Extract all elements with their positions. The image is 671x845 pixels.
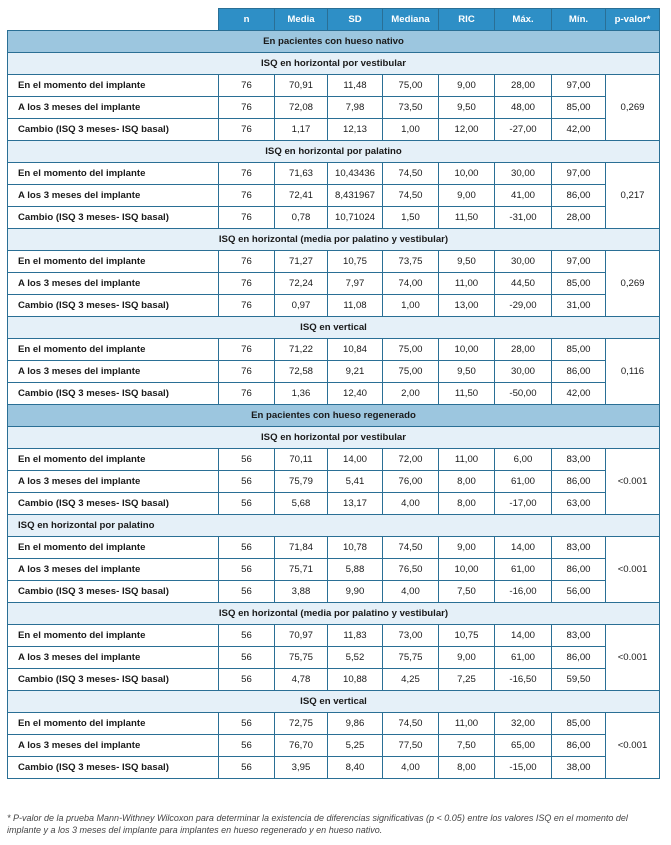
table-cell: 75,75: [275, 647, 328, 669]
table-cell: 76: [219, 251, 275, 273]
table-cell: 0,97: [275, 295, 328, 317]
table-row: [8, 537, 660, 559]
table-row: [8, 625, 660, 647]
table-cell: 1,50: [383, 207, 439, 229]
table-cell: 5,25: [328, 735, 383, 757]
table-cell: 48,00: [495, 97, 552, 119]
table-row: [8, 581, 660, 603]
subsection-header-row: [8, 141, 660, 163]
subsection-header-row: [8, 53, 660, 75]
table-cell: 76: [219, 163, 275, 185]
table-cell: 56: [219, 669, 275, 691]
table-cell: 13,00: [439, 295, 495, 317]
table-cell: 72,08: [275, 97, 328, 119]
table-cell: 10,00: [439, 339, 495, 361]
table-cell: 44,50: [495, 273, 552, 295]
p-value-cell: 0,217: [606, 163, 660, 229]
p-value-cell: 0,269: [606, 251, 660, 317]
header-blank: [8, 9, 219, 31]
table-cell: 3,88: [275, 581, 328, 603]
table-row: [8, 493, 660, 515]
subsection-title: ISQ en horizontal (media por palatino y vestibular): [8, 603, 660, 625]
table-cell: 71,63: [275, 163, 328, 185]
table-cell: 28,00: [552, 207, 606, 229]
table-cell: 76: [219, 383, 275, 405]
row-label: Cambio (ISQ 3 meses- ISQ basal): [8, 119, 219, 141]
row-label: En el momento del implante: [8, 625, 219, 647]
table-cell: 5,52: [328, 647, 383, 669]
column-header: Media: [275, 9, 328, 31]
table-cell: 1,00: [383, 295, 439, 317]
subsection-header-row: [8, 317, 660, 339]
subsection-header-row: [8, 427, 660, 449]
table-cell: 56: [219, 537, 275, 559]
table-cell: 41,00: [495, 185, 552, 207]
table-cell: 9,50: [439, 97, 495, 119]
footnote: * P-valor de la prueba Mann-Withney Wilcoxon para determinar la existencia de diferencias significativas (p < 0.05) entre los valores ISQ en el momento del implante y a los 3 meses del implante para implantes en hueso regenerado y en hueso nativo.: [7, 813, 628, 835]
table-cell: 72,41: [275, 185, 328, 207]
table-cell: 59,50: [552, 669, 606, 691]
table-cell: 8,00: [439, 757, 495, 779]
table-cell: 85,00: [552, 273, 606, 295]
table-cell: 83,00: [552, 625, 606, 647]
table-body: [8, 31, 660, 779]
table-cell: 3,95: [275, 757, 328, 779]
table-cell: 56,00: [552, 581, 606, 603]
table-row: [8, 559, 660, 581]
table-cell: 4,78: [275, 669, 328, 691]
table-cell: 86,00: [552, 647, 606, 669]
table-cell: 2,00: [383, 383, 439, 405]
table-cell: 76: [219, 339, 275, 361]
row-label: A los 3 meses del implante: [8, 559, 219, 581]
row-label: Cambio (ISQ 3 meses- ISQ basal): [8, 207, 219, 229]
table-cell: 1,36: [275, 383, 328, 405]
row-label: A los 3 meses del implante: [8, 647, 219, 669]
table-cell: 56: [219, 647, 275, 669]
subsection-title: ISQ en horizontal por palatino: [8, 515, 660, 537]
table-cell: 72,24: [275, 273, 328, 295]
table-cell: 30,00: [495, 361, 552, 383]
table-cell: 30,00: [495, 163, 552, 185]
table-row: [8, 647, 660, 669]
table-cell: 32,00: [495, 713, 552, 735]
table-cell: 75,00: [383, 75, 439, 97]
row-label: En el momento del implante: [8, 163, 219, 185]
table-row: [8, 75, 660, 97]
p-value-cell: <0.001: [606, 449, 660, 515]
table-row: [8, 163, 660, 185]
table-cell: 70,97: [275, 625, 328, 647]
row-label: En el momento del implante: [8, 75, 219, 97]
p-value-cell: 0,269: [606, 75, 660, 141]
table-cell: 0,78: [275, 207, 328, 229]
table-cell: 86,00: [552, 735, 606, 757]
row-label: A los 3 meses del implante: [8, 361, 219, 383]
table-cell: 14,00: [495, 537, 552, 559]
table-cell: 1,00: [383, 119, 439, 141]
table-cell: 11,00: [439, 449, 495, 471]
table-cell: 97,00: [552, 75, 606, 97]
table-cell: 11,00: [439, 713, 495, 735]
subsection-title: ISQ en horizontal por vestibular: [8, 427, 660, 449]
table-cell: 10,78: [328, 537, 383, 559]
table-row: [8, 669, 660, 691]
table-cell: 12,13: [328, 119, 383, 141]
table-cell: 13,17: [328, 493, 383, 515]
table-cell: 97,00: [552, 163, 606, 185]
table-row: [8, 735, 660, 757]
table-cell: 9,50: [439, 361, 495, 383]
table-cell: 85,00: [552, 339, 606, 361]
table-cell: 56: [219, 449, 275, 471]
table-cell: 97,00: [552, 251, 606, 273]
subsection-header-row: [8, 229, 660, 251]
table-cell: 12,40: [328, 383, 383, 405]
table-cell: 70,91: [275, 75, 328, 97]
table-cell: 74,50: [383, 163, 439, 185]
table-cell: 70,11: [275, 449, 328, 471]
table-cell: 5,41: [328, 471, 383, 493]
subsection-title: ISQ en vertical: [8, 317, 660, 339]
table-cell: 73,00: [383, 625, 439, 647]
table-cell: -27,00: [495, 119, 552, 141]
table-cell: 76,50: [383, 559, 439, 581]
table-cell: -17,00: [495, 493, 552, 515]
table-cell: 56: [219, 735, 275, 757]
subsection-header-row: [8, 691, 660, 713]
table-cell: 14,00: [328, 449, 383, 471]
table-cell: 7,98: [328, 97, 383, 119]
table-cell: 42,00: [552, 383, 606, 405]
table-cell: 4,25: [383, 669, 439, 691]
table-cell: -16,00: [495, 581, 552, 603]
table-cell: -16,50: [495, 669, 552, 691]
row-label: Cambio (ISQ 3 meses- ISQ basal): [8, 669, 219, 691]
table-cell: 6,00: [495, 449, 552, 471]
p-value-cell: <0.001: [606, 537, 660, 603]
p-value-cell: <0.001: [606, 625, 660, 691]
table-cell: 75,71: [275, 559, 328, 581]
row-label: En el momento del implante: [8, 449, 219, 471]
table-cell: 28,00: [495, 339, 552, 361]
table-row: [8, 713, 660, 735]
table-row: [8, 295, 660, 317]
table-row: [8, 449, 660, 471]
table-cell: 61,00: [495, 559, 552, 581]
table-cell: 65,00: [495, 735, 552, 757]
table-cell: 74,00: [383, 273, 439, 295]
table-cell: 9,00: [439, 647, 495, 669]
table-cell: 73,75: [383, 251, 439, 273]
table-cell: 63,00: [552, 493, 606, 515]
column-header: n: [219, 9, 275, 31]
subsection-title: ISQ en vertical: [8, 691, 660, 713]
table-cell: -50,00: [495, 383, 552, 405]
table-cell: 7,97: [328, 273, 383, 295]
table-row: [8, 339, 660, 361]
table-cell: 75,79: [275, 471, 328, 493]
table-cell: 76: [219, 361, 275, 383]
group-header-row: [8, 405, 660, 427]
table-cell: 14,00: [495, 625, 552, 647]
table-cell: 56: [219, 713, 275, 735]
table-cell: 56: [219, 625, 275, 647]
table-cell: 10,75: [328, 251, 383, 273]
table-cell: 71,27: [275, 251, 328, 273]
table-cell: 11,50: [439, 383, 495, 405]
row-label: Cambio (ISQ 3 meses- ISQ basal): [8, 295, 219, 317]
table-cell: -15,00: [495, 757, 552, 779]
subsection-title: ISQ en horizontal (media por palatino y vestibular): [8, 229, 660, 251]
table-cell: 9,21: [328, 361, 383, 383]
table-cell: 11,83: [328, 625, 383, 647]
table-row: [8, 251, 660, 273]
table-cell: 30,00: [495, 251, 552, 273]
table-cell: 11,50: [439, 207, 495, 229]
row-label: Cambio (ISQ 3 meses- ISQ basal): [8, 757, 219, 779]
table-cell: 86,00: [552, 185, 606, 207]
table-cell: 56: [219, 581, 275, 603]
table-cell: 28,00: [495, 75, 552, 97]
column-header: SD: [328, 9, 383, 31]
row-label: En el momento del implante: [8, 339, 219, 361]
table-cell: 86,00: [552, 471, 606, 493]
table-cell: 1,17: [275, 119, 328, 141]
subsection-title: ISQ en horizontal por palatino: [8, 141, 660, 163]
table-cell: 12,00: [439, 119, 495, 141]
table-row: [8, 185, 660, 207]
table-cell: 42,00: [552, 119, 606, 141]
table-cell: 4,00: [383, 581, 439, 603]
table-cell: 75,00: [383, 339, 439, 361]
table-cell: 5,88: [328, 559, 383, 581]
table-cell: 8,00: [439, 471, 495, 493]
table-cell: 10,00: [439, 163, 495, 185]
subsection-header-row: [8, 603, 660, 625]
table-cell: 73,50: [383, 97, 439, 119]
table-cell: 86,00: [552, 559, 606, 581]
row-label: En el momento del implante: [8, 537, 219, 559]
row-label: A los 3 meses del implante: [8, 97, 219, 119]
table-row: [8, 207, 660, 229]
table-cell: 61,00: [495, 471, 552, 493]
table-cell: 74,50: [383, 713, 439, 735]
table-cell: 56: [219, 471, 275, 493]
table-row: [8, 471, 660, 493]
table-cell: 74,50: [383, 185, 439, 207]
table-cell: 38,00: [552, 757, 606, 779]
table-cell: 86,00: [552, 361, 606, 383]
table-cell: 10,00: [439, 559, 495, 581]
table-cell: 72,58: [275, 361, 328, 383]
table-cell: 7,25: [439, 669, 495, 691]
table-cell: 10,71024: [328, 207, 383, 229]
table-cell: 76: [219, 185, 275, 207]
group-title: En pacientes con hueso nativo: [8, 31, 660, 53]
row-label: En el momento del implante: [8, 251, 219, 273]
table-cell: 85,00: [552, 97, 606, 119]
table-cell: 11,08: [328, 295, 383, 317]
column-header: Mediana: [383, 9, 439, 31]
column-header: Máx.: [495, 9, 552, 31]
table-cell: 9,00: [439, 537, 495, 559]
table-cell: 4,00: [383, 757, 439, 779]
table-cell: 7,50: [439, 581, 495, 603]
statistics-table: [7, 8, 660, 779]
row-label: Cambio (ISQ 3 meses- ISQ basal): [8, 581, 219, 603]
table-cell: 5,68: [275, 493, 328, 515]
table-cell: 72,00: [383, 449, 439, 471]
table-cell: 56: [219, 493, 275, 515]
table-row: [8, 361, 660, 383]
table-cell: 8,40: [328, 757, 383, 779]
table-cell: 76: [219, 75, 275, 97]
table-cell: 10,75: [439, 625, 495, 647]
table-cell: 83,00: [552, 537, 606, 559]
table-cell: 76: [219, 119, 275, 141]
column-header: RIC: [439, 9, 495, 31]
table-cell: 85,00: [552, 713, 606, 735]
table-cell: 75,75: [383, 647, 439, 669]
row-label: A los 3 meses del implante: [8, 735, 219, 757]
table-cell: 56: [219, 559, 275, 581]
table-cell: 8,431967: [328, 185, 383, 207]
table-cell: 56: [219, 757, 275, 779]
subsection-header-row: [8, 515, 660, 537]
table-row: [8, 97, 660, 119]
row-label: A los 3 meses del implante: [8, 273, 219, 295]
table-cell: 10,84: [328, 339, 383, 361]
table-row: [8, 273, 660, 295]
table-cell: 31,00: [552, 295, 606, 317]
table-cell: 9,00: [439, 185, 495, 207]
table-cell: 74,50: [383, 537, 439, 559]
p-value-cell: <0.001: [606, 713, 660, 779]
table-cell: 9,90: [328, 581, 383, 603]
row-label: Cambio (ISQ 3 meses- ISQ basal): [8, 493, 219, 515]
row-label: A los 3 meses del implante: [8, 471, 219, 493]
group-title: En pacientes con hueso regenerado: [8, 405, 660, 427]
table-cell: 9,00: [439, 75, 495, 97]
table-cell: 75,00: [383, 361, 439, 383]
table-cell: 77,50: [383, 735, 439, 757]
table-row: [8, 119, 660, 141]
table-cell: 76: [219, 295, 275, 317]
table-cell: 10,88: [328, 669, 383, 691]
row-label: Cambio (ISQ 3 meses- ISQ basal): [8, 383, 219, 405]
table-cell: 7,50: [439, 735, 495, 757]
table-cell: 71,22: [275, 339, 328, 361]
table-cell: 11,00: [439, 273, 495, 295]
table-cell: 71,84: [275, 537, 328, 559]
table-cell: -31,00: [495, 207, 552, 229]
table-cell: 76: [219, 273, 275, 295]
table-cell: 9,86: [328, 713, 383, 735]
row-label: En el momento del implante: [8, 713, 219, 735]
table-cell: 76: [219, 97, 275, 119]
column-header: Mín.: [552, 9, 606, 31]
table-row: [8, 757, 660, 779]
table-cell: 61,00: [495, 647, 552, 669]
table-cell: 11,48: [328, 75, 383, 97]
row-label: A los 3 meses del implante: [8, 185, 219, 207]
table-cell: 9,50: [439, 251, 495, 273]
table-cell: 4,00: [383, 493, 439, 515]
table-cell: 10,43436: [328, 163, 383, 185]
group-header-row: [8, 31, 660, 53]
table-cell: -29,00: [495, 295, 552, 317]
table-row: [8, 383, 660, 405]
p-value-cell: 0,116: [606, 339, 660, 405]
header-row: [8, 9, 660, 31]
table-cell: 83,00: [552, 449, 606, 471]
column-header: p-valor*: [606, 9, 660, 31]
table-cell: 76: [219, 207, 275, 229]
table-cell: 8,00: [439, 493, 495, 515]
table-cell: 76,00: [383, 471, 439, 493]
table-cell: 72,75: [275, 713, 328, 735]
subsection-title: ISQ en horizontal por vestibular: [8, 53, 660, 75]
table-cell: 76,70: [275, 735, 328, 757]
